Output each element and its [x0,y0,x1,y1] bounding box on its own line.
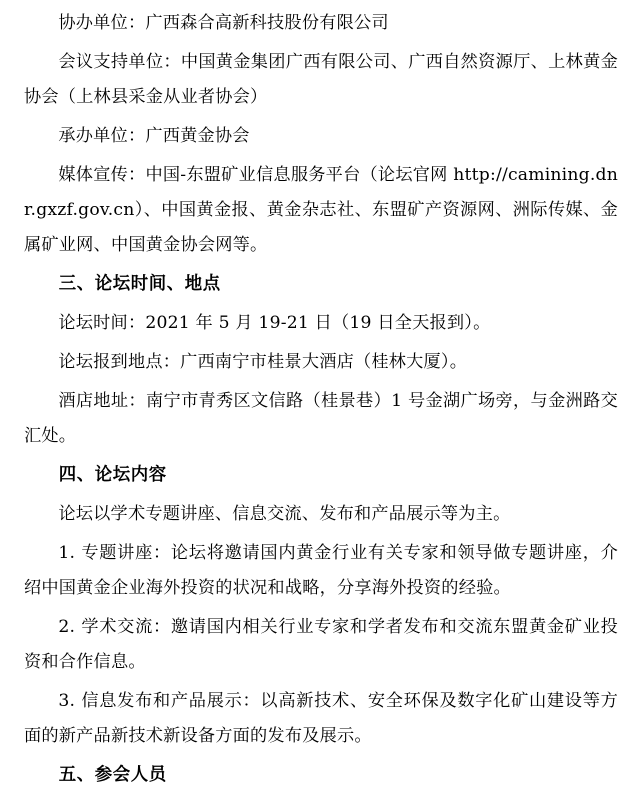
paragraph-co-organizer: 协办单位：广西森合高新科技股份有限公司 [58,13,389,33]
paragraph-forum-content-intro: 论坛以学术专题讲座、信息交流、发布和产品展示等为主。 [58,504,511,524]
paragraph-registration-place: 论坛报到地点：广西南宁市桂景大酒店（桂林大厦）。 [58,352,468,372]
heading-section-three: 三、论坛时间、地点 [58,274,221,294]
paragraph-hotel-address: 酒店地址：南宁市青秀区文信路（桂景巷）1 号金湖广场旁，与金洲路交汇处。 [24,391,618,446]
paragraph-item-1-lecture: 1. 专题讲座：论坛将邀请国内黄金行业有关专家和领导做专题讲座，介绍中国黄金企业海外投资的状况和战略，分享海外投资的经验。 [24,543,618,598]
paragraph-item-2-academic: 2. 学术交流：邀请国内相关行业专家和学者发布和交流东盟黄金矿业投资和合作信息。 [24,617,618,672]
paragraph-media-promotion: 媒体宣传：中国‑东盟矿业信息服务平台（论坛官网 http://camining.dnr.gxzf.gov.cn）、中国黄金报、黄金杂志社、东盟矿产资源网、洲际传媒、金属矿业网、中国黄金协会网等。 [24,165,618,255]
heading-section-four: 四、论坛内容 [58,465,167,485]
heading-section-five: 五、参会人员 [58,765,167,785]
paragraph-undertaker: 承办单位：广西黄金协会 [58,126,250,146]
paragraph-forum-time: 论坛时间：2021 年 5 月 19-21 日（19 日全天报到）。 [58,313,491,333]
paragraph-support-units: 会议支持单位：中国黄金集团广西有限公司、广西自然资源厅、上林黄金协会（上林县采金从业者协会） [24,52,618,107]
paragraph-item-3-release: 3. 信息发布和产品展示：以高新技术、安全环保及数字化矿山建设等方面的新产品新技术新设备方面的发布及展示。 [24,691,618,746]
